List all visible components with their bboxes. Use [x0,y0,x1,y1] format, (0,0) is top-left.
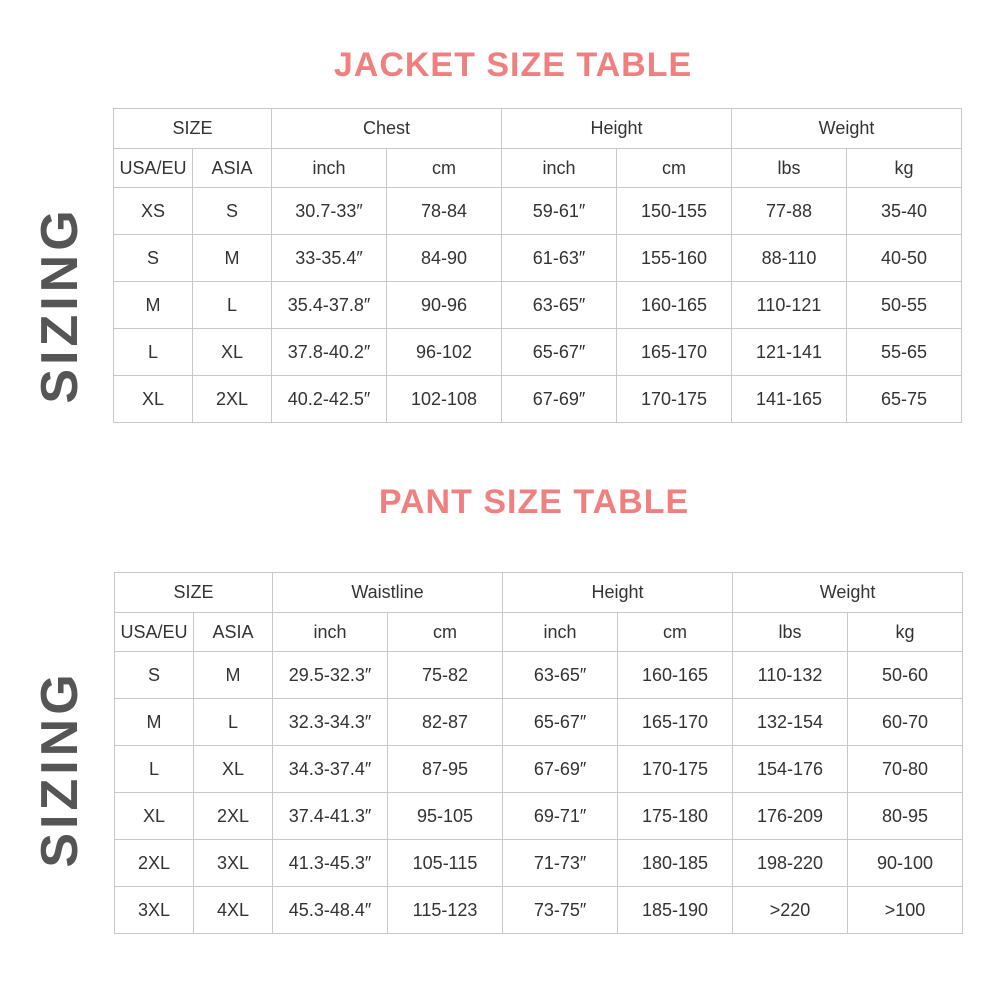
pant-cell-lbs: 154-176 [733,746,848,793]
jacket-header-height-inch: inch [502,149,617,188]
pant-cell-usa-eu: M [115,699,194,746]
jacket-cell-cm-2: 155-160 [617,235,732,282]
jacket-table-row [114,376,962,423]
jacket-cell-kg: 35-40 [847,188,962,235]
pant-cell-lbs: 132-154 [733,699,848,746]
pant-cell-kg: 80-95 [848,793,963,840]
jacket-header-usa-eu: USA/EU [114,149,193,188]
pant-cell-cm-1: 87-95 [388,746,503,793]
jacket-table-row [114,282,962,329]
pant-table-row [115,699,963,746]
jacket-cell-cm-2: 150-155 [617,188,732,235]
pant-cell-inch-1: 37.4-41.3″ [273,793,388,840]
pant-cell-cm-1: 75-82 [388,652,503,699]
pant-cell-inch-2: 73-75″ [503,887,618,934]
jacket-cell-cm-2: 160-165 [617,282,732,329]
pant-cell-cm-2: 175-180 [618,793,733,840]
pant-table-row [115,793,963,840]
pant-cell-lbs: >220 [733,887,848,934]
jacket-header-row-units [114,149,962,188]
pant-cell-lbs: 198-220 [733,840,848,887]
pant-cell-asia: 2XL [194,793,273,840]
pant-cell-inch-2: 63-65″ [503,652,618,699]
jacket-cell-usa-eu: S [114,235,193,282]
jacket-header-weight-kg: kg [847,149,962,188]
jacket-cell-kg: 65-75 [847,376,962,423]
pant-table-row [115,652,963,699]
jacket-cell-cm-1: 90-96 [387,282,502,329]
jacket-cell-lbs: 110-121 [732,282,847,329]
pant-cell-inch-1: 45.3-48.4″ [273,887,388,934]
jacket-header-height: Height [502,109,732,149]
pant-cell-cm-1: 95-105 [388,793,503,840]
jacket-cell-asia: XL [193,329,272,376]
pant-cell-inch-1: 32.3-34.3″ [273,699,388,746]
jacket-cell-inch-2: 61-63″ [502,235,617,282]
jacket-cell-inch-1: 35.4-37.8″ [272,282,387,329]
jacket-cell-asia: 2XL [193,376,272,423]
pant-header-waist-cm: cm [388,613,503,652]
pant-header-asia: ASIA [194,613,273,652]
jacket-cell-cm-2: 170-175 [617,376,732,423]
pant-header-height: Height [503,573,733,613]
pant-cell-cm-1: 105-115 [388,840,503,887]
pant-header-height-inch: inch [503,613,618,652]
pant-table-row [115,840,963,887]
jacket-cell-inch-1: 30.7-33″ [272,188,387,235]
pant-cell-inch-1: 41.3-45.3″ [273,840,388,887]
jacket-cell-lbs: 88-110 [732,235,847,282]
jacket-table-title: JACKET SIZE TABLE [333,46,693,84]
pant-cell-kg: 50-60 [848,652,963,699]
jacket-cell-asia: S [193,188,272,235]
pant-cell-cm-1: 115-123 [388,887,503,934]
jacket-table-row [114,235,962,282]
jacket-header-chest: Chest [272,109,502,149]
pant-cell-usa-eu: L [115,746,194,793]
jacket-cell-kg: 50-55 [847,282,962,329]
pant-table-title: PANT SIZE TABLE [378,483,690,521]
pant-header-height-cm: cm [618,613,733,652]
jacket-table-row [114,188,962,235]
pant-table-row [115,887,963,934]
pant-cell-lbs: 176-209 [733,793,848,840]
pant-cell-usa-eu: XL [115,793,194,840]
pant-cell-cm-2: 170-175 [618,746,733,793]
jacket-header-height-cm: cm [617,149,732,188]
jacket-cell-inch-1: 40.2-42.5″ [272,376,387,423]
pant-cell-cm-2: 165-170 [618,699,733,746]
jacket-cell-lbs: 77-88 [732,188,847,235]
pant-cell-asia: L [194,699,273,746]
jacket-cell-cm-1: 84-90 [387,235,502,282]
pant-cell-asia: XL [194,746,273,793]
pant-header-size: SIZE [115,573,273,613]
jacket-cell-asia: M [193,235,272,282]
jacket-cell-cm-1: 78-84 [387,188,502,235]
jacket-cell-inch-1: 33-35.4″ [272,235,387,282]
jacket-cell-usa-eu: XS [114,188,193,235]
jacket-header-weight: Weight [732,109,962,149]
pant-cell-cm-2: 185-190 [618,887,733,934]
pant-header-row-units [115,613,963,652]
jacket-header-chest-cm: cm [387,149,502,188]
pant-header-usa-eu: USA/EU [115,613,194,652]
jacket-cell-lbs: 121-141 [732,329,847,376]
jacket-cell-inch-1: 37.8-40.2″ [272,329,387,376]
jacket-cell-cm-2: 165-170 [617,329,732,376]
pant-cell-lbs: 110-132 [733,652,848,699]
jacket-header-row-groups [114,109,962,149]
pant-cell-usa-eu: S [115,652,194,699]
pant-sizing-side-label: SIZING [31,670,89,868]
pant-header-weight-kg: kg [848,613,963,652]
pant-header-row-groups [115,573,963,613]
jacket-sizing-side-label: SIZING [31,206,89,404]
jacket-cell-kg: 40-50 [847,235,962,282]
pant-cell-kg: >100 [848,887,963,934]
pant-cell-asia: M [194,652,273,699]
jacket-table-body [114,188,962,423]
pant-cell-inch-2: 71-73″ [503,840,618,887]
pant-cell-inch-2: 67-69″ [503,746,618,793]
pant-header-waist-inch: inch [273,613,388,652]
pant-cell-cm-2: 180-185 [618,840,733,887]
pant-size-table [114,572,963,934]
jacket-cell-inch-2: 65-67″ [502,329,617,376]
jacket-cell-usa-eu: XL [114,376,193,423]
jacket-cell-cm-1: 102-108 [387,376,502,423]
pant-cell-kg: 90-100 [848,840,963,887]
jacket-cell-usa-eu: M [114,282,193,329]
jacket-size-table [113,108,962,423]
jacket-header-size: SIZE [114,109,272,149]
jacket-cell-inch-2: 59-61″ [502,188,617,235]
jacket-cell-kg: 55-65 [847,329,962,376]
jacket-header-chest-inch: inch [272,149,387,188]
pant-cell-inch-2: 69-71″ [503,793,618,840]
jacket-table-row [114,329,962,376]
jacket-cell-usa-eu: L [114,329,193,376]
pant-table-row [115,746,963,793]
pant-header-weight: Weight [733,573,963,613]
pant-cell-asia: 3XL [194,840,273,887]
pant-cell-kg: 60-70 [848,699,963,746]
pant-header-waistline: Waistline [273,573,503,613]
pant-cell-usa-eu: 2XL [115,840,194,887]
pant-cell-inch-1: 29.5-32.3″ [273,652,388,699]
pant-table-body [115,652,963,934]
jacket-cell-lbs: 141-165 [732,376,847,423]
pant-cell-asia: 4XL [194,887,273,934]
pant-header-weight-lbs: lbs [733,613,848,652]
pant-cell-cm-1: 82-87 [388,699,503,746]
jacket-cell-inch-2: 63-65″ [502,282,617,329]
jacket-cell-asia: L [193,282,272,329]
pant-cell-inch-2: 65-67″ [503,699,618,746]
jacket-cell-cm-1: 96-102 [387,329,502,376]
pant-cell-usa-eu: 3XL [115,887,194,934]
jacket-header-weight-lbs: lbs [732,149,847,188]
pant-cell-kg: 70-80 [848,746,963,793]
pant-cell-inch-1: 34.3-37.4″ [273,746,388,793]
pant-cell-cm-2: 160-165 [618,652,733,699]
jacket-header-asia: ASIA [193,149,272,188]
jacket-cell-inch-2: 67-69″ [502,376,617,423]
